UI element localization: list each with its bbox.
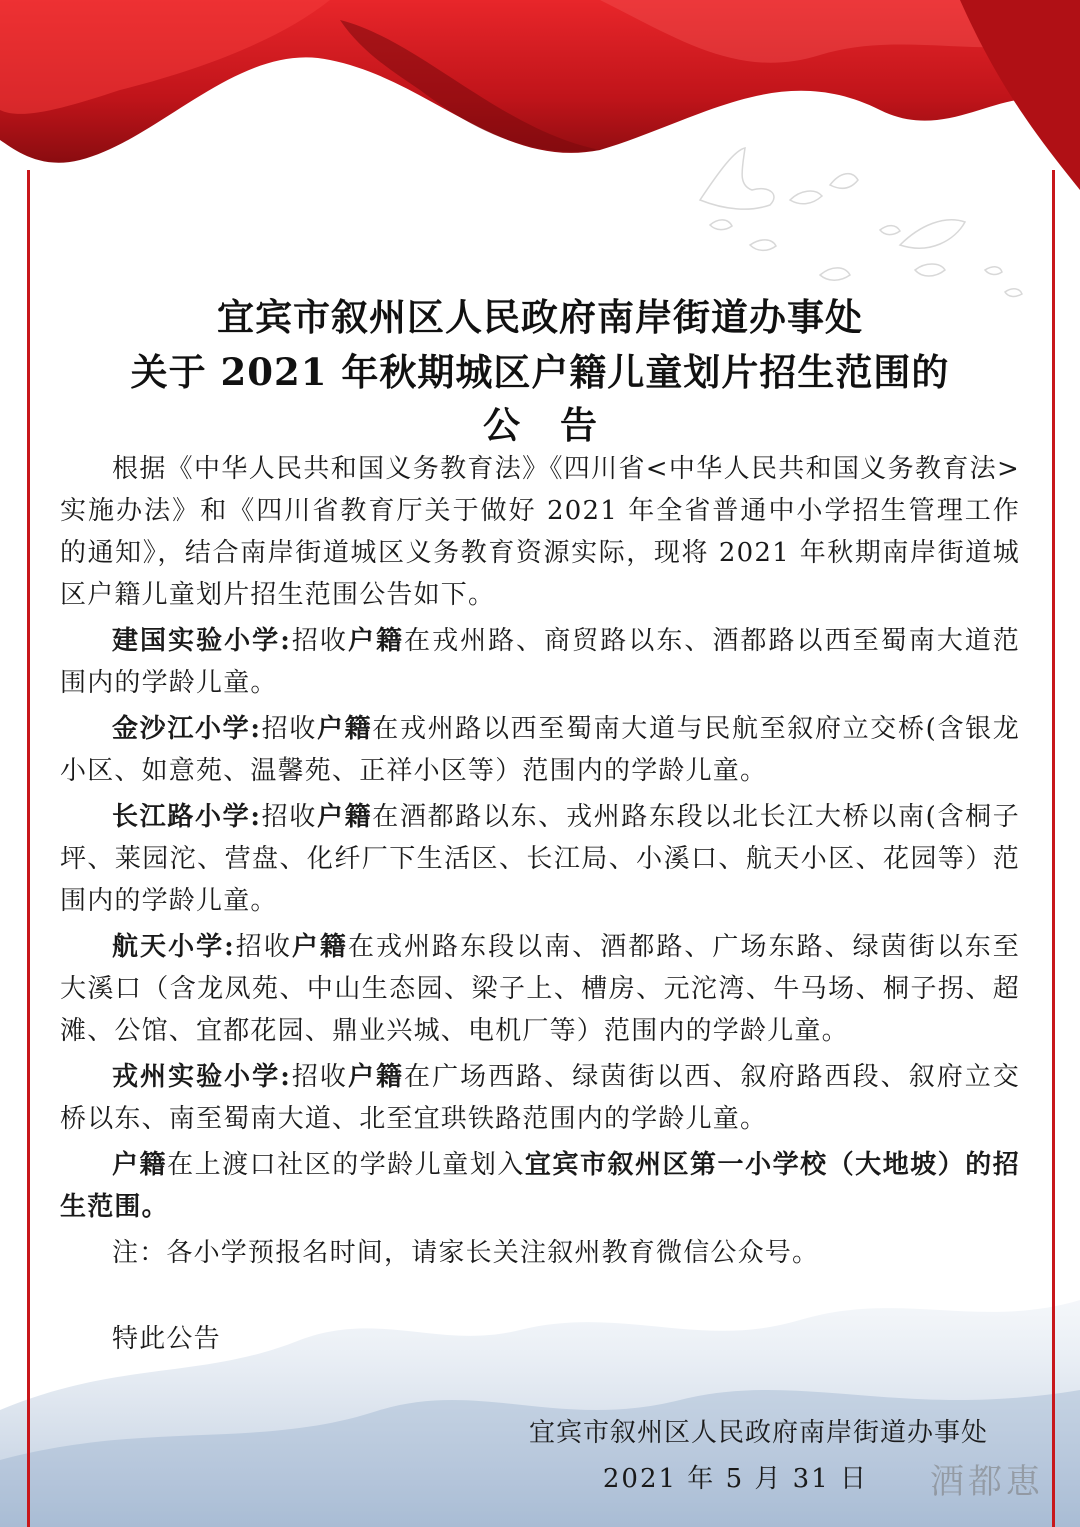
keyword: 户籍 xyxy=(316,802,373,832)
school-paragraph xyxy=(60,708,1020,792)
red-silk-curtain xyxy=(0,0,1080,190)
school-scope: 在戎州路东段以南、酒都路、广场东路、绿茵街以东至大溪口（含龙凤苑、中山生态园、梁子上、槽房、元沱湾、牛马场、桐子拐、超滩、公馆、宜都花园、鼎业兴城、电机厂等）范围内的学龄儿童。 xyxy=(60,932,1020,1046)
school-paragraph xyxy=(60,620,1020,704)
school-scope: 在戎州路、商贸路以东、酒都路以西至蜀南大道范围内的学龄儿童。 xyxy=(60,626,1021,698)
title-line-3: 公告 xyxy=(483,403,637,447)
special-school: 宜宾市叙州区第一小学校（大地坡） xyxy=(524,1150,966,1180)
keyword: 户籍 xyxy=(112,1150,168,1180)
school-pre: 招收 xyxy=(234,932,292,962)
school-paragraph xyxy=(60,926,1020,1052)
keyword: 户籍 xyxy=(347,626,405,656)
school-scope: 在广场西路、绿茵街以西、叙府路西段、叙府立交桥以东、南至蜀南大道、北至宜珙铁路范围内的学龄儿童。 xyxy=(60,1062,1021,1134)
school-scope: 在酒都路以东、戎州路东段以北长江大桥以南(含桐子坪、莱园沱、营盘、化纤厂下生活区、长江局、小溪口、航天小区、花园等）范围内的学龄儿童。 xyxy=(60,802,1020,916)
special-paragraph xyxy=(60,1144,1020,1228)
date: 2021 年 5 月 31 日 xyxy=(602,1464,868,1494)
school-pre: 招收 xyxy=(261,802,317,832)
school-pre: 招收 xyxy=(261,714,317,744)
announcement-body xyxy=(60,448,1020,1364)
note-paragraph: 注：各小学预报名时间，请家长关注叙州教育微信公众号。 xyxy=(112,1238,820,1268)
intro-paragraph: 根据《中华人民共和国义务教育法》《四川省<中华人民共和国义务教育法>实施办法》和《四川省教育厅关于做好 2021 年全省普通中小学招生管理工作的通知》，结合南岸街道城区义务教育资源实际，现将 2021 年秋期南岸街道城区户籍儿童划片招生范围公告如下。 xyxy=(60,454,1020,610)
school-pre: 招收 xyxy=(291,626,348,656)
school-name: 金沙江小学: xyxy=(112,714,262,744)
keyword: 户籍 xyxy=(316,714,373,744)
school-name: 建国实验小学: xyxy=(112,626,292,656)
school-scope: 在戎州路以西至蜀南大道与民航至叙府立交桥(含银龙小区、如意苑、温馨苑、正祥小区等）范围内的学龄儿童。 xyxy=(60,714,1020,786)
keyword: 户籍 xyxy=(347,1062,405,1092)
special-tail: 的招生范围。 xyxy=(60,1150,1021,1222)
watermark: 酒都恵 xyxy=(930,1462,1044,1502)
title-line-2: 关于 2021 年秋期城区户籍儿童划片招生范围的 xyxy=(130,350,950,394)
keyword: 户籍 xyxy=(291,932,348,962)
school-paragraph xyxy=(60,1056,1020,1140)
school-pre: 招收 xyxy=(291,1062,348,1092)
signature: 宜宾市叙州区人民政府南岸街道办事处 xyxy=(528,1418,988,1448)
title-line-1: 宜宾市叙州区人民政府南岸街道办事处 xyxy=(217,295,863,339)
school-name: 戎州实验小学: xyxy=(112,1062,292,1092)
closing-text: 特此公告 xyxy=(112,1324,221,1354)
school-name: 长江路小学: xyxy=(112,802,262,832)
school-paragraph xyxy=(60,796,1020,922)
school-name: 航天小学: xyxy=(112,932,235,962)
special-text: 在上渡口社区的学龄儿童划入 xyxy=(167,1150,525,1180)
